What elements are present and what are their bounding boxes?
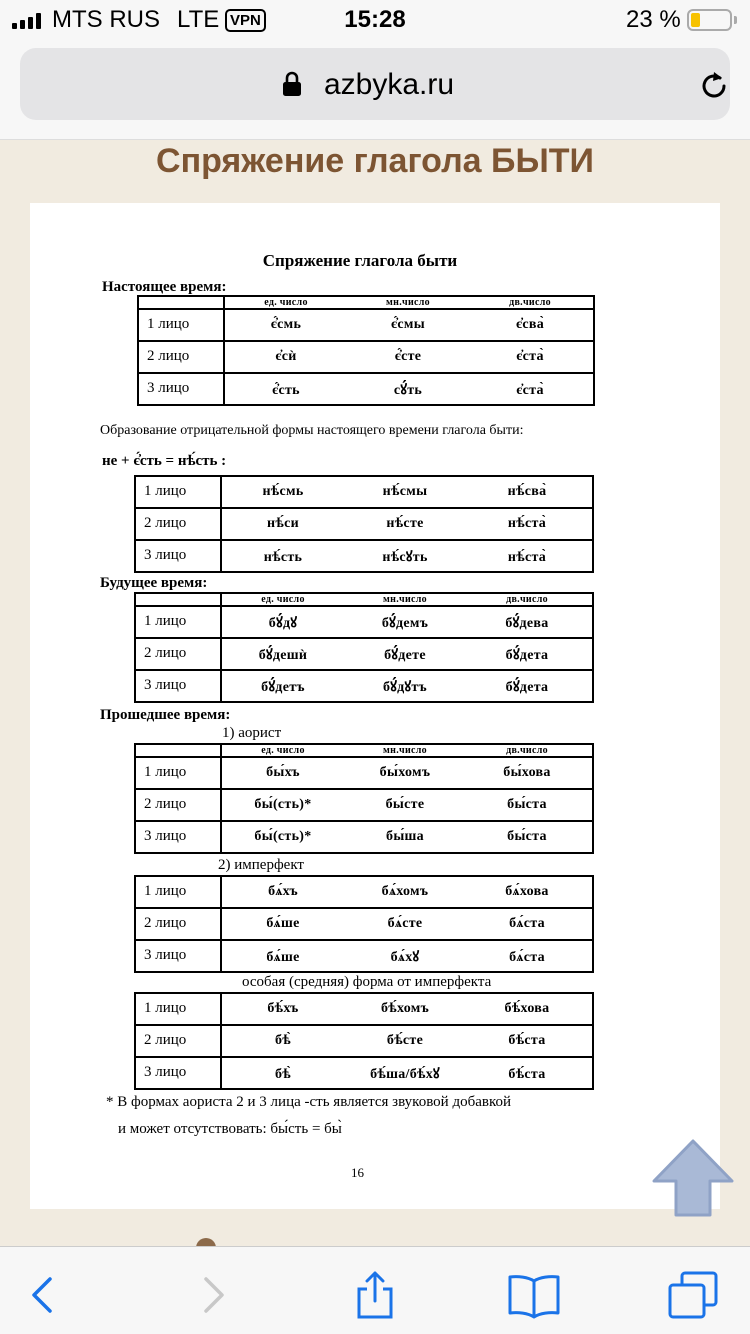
document-title: Спряжение глагола быти (262, 251, 458, 270)
back-icon[interactable] (16, 1271, 72, 1319)
url-text[interactable]: azbyka.ru (323, 68, 455, 101)
imperfect-label: 2) имперфект (218, 857, 304, 873)
scroll-to-top-arrow-icon[interactable] (648, 1135, 738, 1221)
table-header-row: ед. число мн.число дв.число (135, 744, 593, 757)
battery-level (691, 13, 700, 27)
table-header-row: ед. число мн.число дв.число (135, 593, 593, 606)
table-row: 1 лицо бы́хъ бы́хомъ бы́хова (135, 757, 593, 789)
battery-tip (734, 16, 737, 24)
clock: 15:28 (344, 6, 406, 33)
conjugation-document (30, 203, 720, 1209)
table-row: 3 лицо бѣ̀ бѣ́ша/бѣ́хꙋ бѣ́ста (135, 1057, 593, 1089)
table-row: 1 лицо нѣ́смь нѣ́смы нѣ́сва̀ (135, 476, 593, 508)
carrier-name: MTS RUS (52, 6, 160, 33)
footnote-line-2: и может отсутствовать: бы́сть = бы̀ (118, 1121, 342, 1137)
table-row: 2 лицо є҆сѝ є҆́сте є҆ста̀ (138, 341, 594, 373)
past-heading: Прошедшее время: (100, 707, 231, 723)
table-row: 3 лицо бѧ́ше бѧ́хꙋ бѧ́ста (135, 940, 593, 972)
negation-formula: не + є҆́сть = нѣ́сть : (102, 453, 227, 469)
table-header-row: ед. число мн.число дв.число (138, 296, 594, 309)
bookmarks-icon[interactable] (506, 1271, 562, 1319)
reload-icon[interactable] (697, 69, 731, 103)
negation-table (134, 475, 594, 573)
battery-percent: 23 % (626, 6, 681, 33)
scanned-page-image (30, 203, 720, 1209)
footnote-line-1: * В формах аориста 2 и 3 лица -сть является звуковой добавкой (106, 1094, 512, 1110)
article-title: Спряжение глагола БЫТИ (156, 142, 594, 180)
present-heading: Настоящее время: (102, 279, 227, 295)
table-row: 2 лицо бы́(сть)* бы́сте бы́ста (135, 789, 593, 821)
special-imperfect-label: особая (средняя) форма от имперфекта (242, 974, 492, 990)
negation-heading: Образование отрицательной формы настоящего времени глагола быти: (100, 423, 524, 438)
vpn-badge: VPN (225, 9, 266, 32)
future-heading: Будущее время: (100, 575, 208, 591)
aorist-table (134, 743, 594, 854)
table-row: 3 лицо нѣ́сть нѣ́сꙋть нѣ́ста̀ (135, 540, 593, 572)
table-row: 1 лицо бѧ́хъ бѧ́хомъ бѧ́хова (135, 876, 593, 908)
imperfect-table (134, 875, 594, 973)
table-row: 1 лицо є҆́смь є҆́смы є҆сва̀ (138, 309, 594, 341)
table-row: 2 лицо бѣ̀ бѣ́сте бѣ́ста (135, 1025, 593, 1057)
status-bar (0, 0, 750, 40)
battery-icon (687, 9, 732, 31)
tabs-icon[interactable] (666, 1271, 722, 1319)
network-type: LTE (177, 6, 220, 33)
share-icon[interactable] (347, 1271, 403, 1319)
table-row: 1 лицо бꙋ́дꙋ бꙋ́демъ бꙋ́дева (135, 606, 593, 638)
present-table (137, 295, 595, 406)
bottom-toolbar (0, 1246, 750, 1334)
address-bar[interactable] (20, 48, 730, 120)
future-table (134, 592, 594, 703)
special-imperfect-table (134, 992, 594, 1090)
aorist-label: 1) аорист (222, 725, 282, 741)
table-row: 2 лицо бѧ́ше бѧ́сте бѧ́ста (135, 908, 593, 940)
table-row: 3 лицо бы́(сть)* бы́ша бы́ста (135, 821, 593, 853)
table-row: 3 лицо є҆́сть сꙋ́ть є҆ста̀ (138, 373, 594, 405)
browser-chrome (0, 40, 750, 140)
forward-icon[interactable] (184, 1271, 240, 1319)
table-row: 3 лицо бꙋ́детъ бꙋ́дꙋтъ бꙋ́дета (135, 670, 593, 702)
page-number: 16 (351, 1165, 364, 1180)
table-row: 2 лицо бꙋ́дешѝ бꙋ́дете бꙋ́дета (135, 638, 593, 670)
table-row: 1 лицо бѣ́хъ бѣ́хомъ бѣ́хова (135, 993, 593, 1025)
table-row: 2 лицо нѣ́си нѣ́сте нѣ́ста̀ (135, 508, 593, 540)
